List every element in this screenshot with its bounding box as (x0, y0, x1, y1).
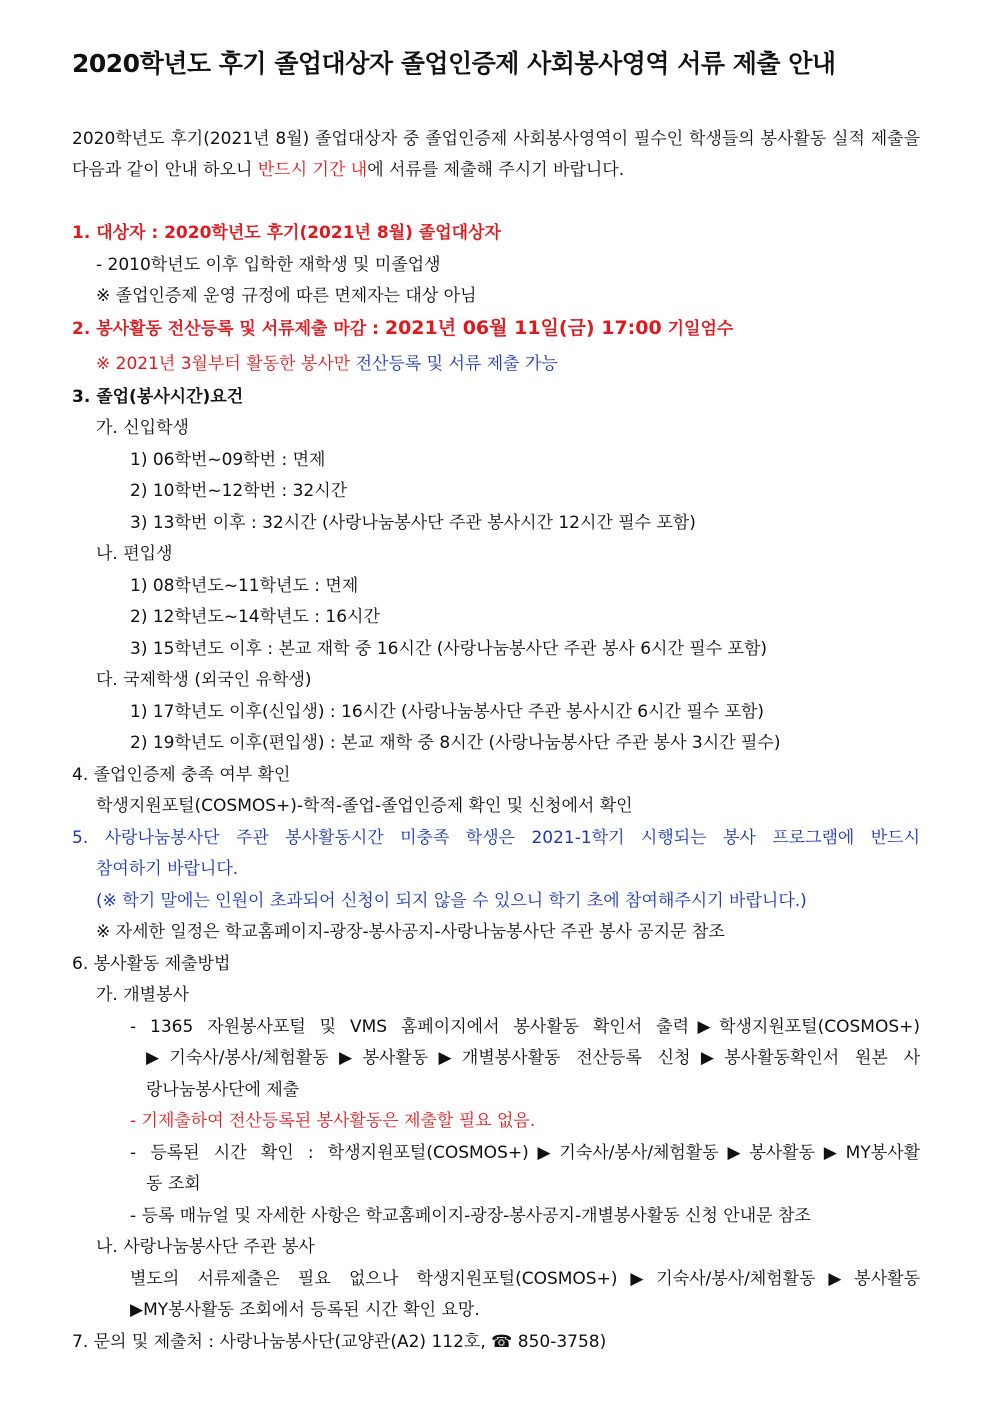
section-6-b-item: 별도의 서류제출은 필요 없으나 학생지원포털(COSMOS+)▶기숙사/봉사/체험활동▶봉사활동 (130, 1269, 920, 1289)
section-5-line: 5. 사랑나눔봉사단 주관 봉사활동시간 미충족 학생은 2021-1학기 시행되는 봉사 프로그램에 반드시 (72, 828, 920, 848)
section-6-a-note: - 기제출하여 전산등록된 봉사활동은 제출할 필요 없음. (130, 1111, 536, 1131)
section-6-a-item: - 등록 매뉴얼 및 자세한 사항은 학교홈페이지-광장-봉사공지-개별봉사활동 신청 안내문 참조 (130, 1206, 811, 1226)
section-6-a-item: 랑나눔봉사단에 제출 (146, 1080, 300, 1100)
contact-text: 7. 문의 및 제출처 : 사랑나눔봉사단(교양관(A2) 112호, (72, 1332, 492, 1352)
section-5-reference: ※ 자세한 일정은 학교홈페이지-광장-봉사공지-사랑나눔봉사단 주관 봉사 공지문 참조 (96, 922, 725, 942)
intro-highlight: 반드시 기간 내 (257, 160, 368, 180)
deadline-date: 2021년 06월 11일(금) 17:00 (384, 317, 662, 339)
section-2-heading-text: 2. 봉사활동 전산등록 및 서류제출 마감 : (72, 319, 385, 339)
section-5-line: 참여하기 바랍니다. (96, 859, 239, 879)
section-2-note (96, 352, 558, 376)
section-6-a-item: - 등록된 시간 확인 : 학생지원포털(COSMOS+)▶기숙사/봉사/체험활동▶봉사활동▶MY봉사활 (130, 1143, 920, 1163)
section-4-line: 학생지원포털(COSMOS+)-학적-졸업-졸업인증제 확인 및 신청에서 확인 (96, 796, 633, 816)
section-1-note: ※ 졸업인증제 운영 규정에 따른 면제자는 대상 아님 (96, 286, 477, 306)
section-6-sub-a: 가. 개별봉사 (96, 985, 189, 1005)
section-6-a-item: - 1365 자원봉사포털 및 VMS 홈페이지에서 봉사활동 확인서 출력▶학생지원포털(COSMOS+) (130, 1017, 920, 1037)
page-title: 2020학년도 후기 졸업대상자 졸업인증제 사회봉사영역 서류 제출 안내 (72, 49, 836, 78)
section-1-heading: 1. 대상자 : 2020학년도 후기(2021년 8월) 졸업대상자 (72, 223, 501, 243)
section-3-a-item: 2) 10학번~12학번 : 32시간 (130, 481, 348, 501)
intro-text-end: 에 서류를 제출해 주시기 바랍니다. (367, 160, 625, 180)
intro-paragraph (72, 124, 920, 186)
section-6-a-item: ▶기숙사/봉사/체험활동▶봉사활동▶개별봉사활동 전산등록 신청▶봉사활동확인서 원본 사 (146, 1048, 920, 1068)
section-6-heading: 6. 봉사활동 제출방법 (72, 954, 231, 974)
section-2-heading (72, 316, 733, 341)
intro-text: 2020학년도 후기(2021년 8월) 졸업대상자 중 졸업인증제 사회봉사영역이 필수인 학생들의 봉사활동 실적 제출을 다음과 같이 안내 하오니 (72, 129, 920, 180)
section-3-b-item: 3) 15학년도 이후 : 본교 재학 중 16시간 (사랑나눔봉사단 주관 봉사 6시간 필수 포함) (130, 639, 768, 659)
section-3-sub-a: 가. 신입학생 (96, 418, 189, 438)
section-3-b-item: 2) 12학년도~14학년도 : 16시간 (130, 607, 380, 627)
section-2-heading-suffix: 기일엄수 (661, 319, 734, 339)
section-6-sub-b: 나. 사랑나눔봉사단 주관 봉사 (96, 1237, 315, 1257)
section-4-heading: 4. 졸업인증제 충족 여부 확인 (72, 765, 291, 785)
section-2-note-blue: 전산등록 및 서류 제출 가능 (350, 354, 558, 374)
section-6-b-item: ▶MY봉사활동 조회에서 등록된 시간 확인 요망. (130, 1300, 480, 1320)
section-3-c-item: 1) 17학년도 이후(신입생) : 16시간 (사랑나눔봉사단 주관 봉사시간 6시간 필수 포함) (130, 702, 765, 722)
section-5-note: (※ 학기 말에는 인원이 초과되어 신청이 되지 않을 수 있으니 학기 초에 참여해주시기 바랍니다.) (96, 891, 807, 911)
phone-icon: ☎ (491, 1332, 513, 1352)
section-3-sub-c: 다. 국제학생 (외국인 유학생) (96, 670, 312, 690)
section-6-a-item: 동 조회 (146, 1174, 201, 1194)
section-3-b-item: 1) 08학년도~11학년도 : 면제 (130, 576, 359, 596)
section-3-sub-b: 나. 편입생 (96, 544, 173, 564)
section-3-a-item: 3) 13학번 이후 : 32시간 (사랑나눔봉사단 주관 봉사시간 12시간 필수 포함) (130, 513, 696, 533)
section-2-note-red: ※ 2021년 3월부터 활동한 봉사만 (96, 354, 351, 374)
section-3-a-item: 1) 06학번~09학번 : 면제 (130, 450, 326, 470)
section-3-c-item: 2) 19학년도 이후(편입생) : 본교 재학 중 8시간 (사랑나눔봉사단 주관 봉사 3시간 필수) (130, 733, 781, 753)
section-3-heading: 3. 졸업(봉사시간)요건 (72, 387, 244, 407)
section-7-contact (72, 1330, 606, 1354)
phone-number: 850-3758) (512, 1332, 607, 1352)
section-1-line: - 2010학년도 이후 입학한 재학생 및 미졸업생 (96, 255, 441, 275)
